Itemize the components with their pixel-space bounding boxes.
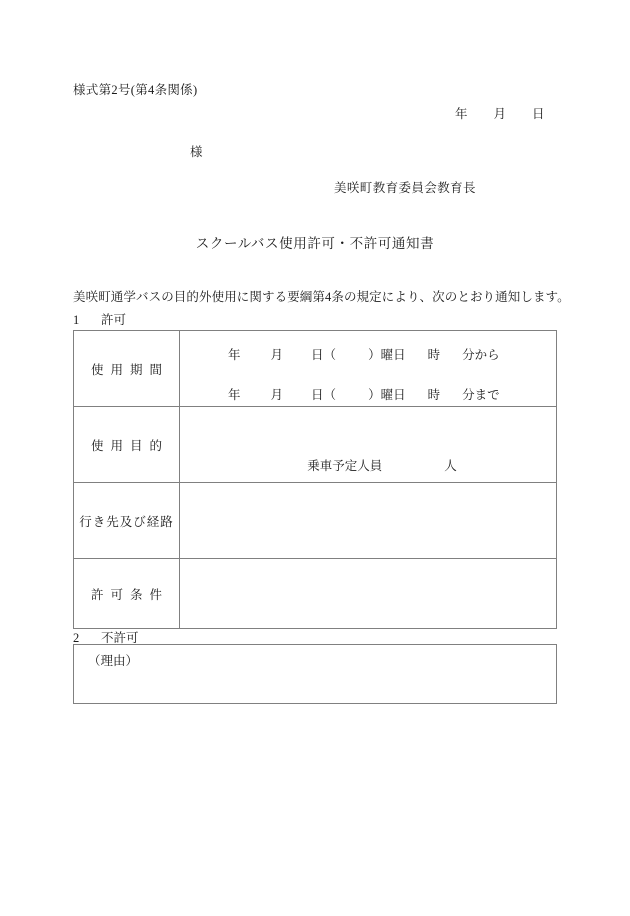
end-paren-close: ）	[368, 387, 381, 402]
start-month-label: 月	[270, 347, 284, 362]
date-day-label: 日	[532, 107, 545, 121]
table-row-permit-conditions	[74, 559, 557, 629]
cell-permit-conditions-value[interactable]	[180, 559, 557, 629]
denial-reason-box[interactable]	[73, 644, 557, 704]
label-destination-route: 行き先及び経路	[74, 483, 180, 559]
end-day-label: 日	[311, 387, 324, 402]
addressee-label: 様	[190, 145, 203, 159]
start-weekday-label: 曜日	[380, 347, 406, 362]
label-permit-conditions: 許可条件	[74, 559, 180, 629]
date-line	[455, 104, 545, 122]
passenger-count-unit: 人	[444, 459, 457, 473]
start-paren-open: （	[323, 347, 337, 362]
usage-period-start-line	[180, 345, 556, 363]
permit-details-table	[73, 330, 557, 629]
end-weekday-label: 曜日	[380, 387, 406, 402]
section-permit-label: 許可	[101, 313, 127, 327]
section-denial-number: 2	[73, 631, 80, 645]
start-day-label: 日	[311, 347, 324, 362]
page-title: スクールバス使用許可・不許可通知書	[195, 236, 435, 251]
date-year-label: 年	[455, 107, 468, 121]
label-usage-period: 使用期間	[74, 331, 180, 407]
start-paren-close: ）	[368, 347, 381, 362]
issuer-name: 美咲町教育委員会教育長	[334, 181, 476, 195]
end-year-label: 年	[228, 387, 241, 402]
table-row-destination-route	[74, 483, 557, 559]
cell-usage-purpose-value[interactable]	[180, 407, 557, 483]
denial-reason-label: （理由）	[88, 654, 139, 668]
passenger-count-label: 乗車予定人員	[307, 459, 383, 473]
end-hour-label: 時	[427, 387, 441, 402]
end-paren-open: （	[323, 387, 337, 402]
start-minute-label: 分から	[462, 347, 500, 362]
section-permit-heading	[73, 310, 126, 328]
section-permit-number: 1	[73, 313, 80, 327]
cell-destination-route-value[interactable]	[180, 483, 557, 559]
start-year-label: 年	[228, 347, 241, 362]
passenger-count-line	[180, 456, 556, 474]
end-minute-label: 分まで	[462, 387, 500, 402]
label-usage-purpose: 使用目的	[74, 407, 180, 483]
table-row-usage-period	[74, 331, 557, 407]
start-hour-label: 時	[427, 347, 441, 362]
form-number: 様式第2号(第4条関係)	[73, 83, 198, 97]
end-month-label: 月	[270, 387, 284, 402]
body-paragraph: 美咲町通学バスの目的外使用に関する要綱第4条の規定により、次のとおり通知します。	[73, 290, 570, 304]
table-row-usage-purpose	[74, 407, 557, 483]
cell-usage-period-value[interactable]	[180, 331, 557, 407]
section-denial-label: 不許可	[101, 631, 139, 645]
usage-period-end-line	[180, 385, 556, 403]
date-month-label: 月	[493, 107, 507, 121]
